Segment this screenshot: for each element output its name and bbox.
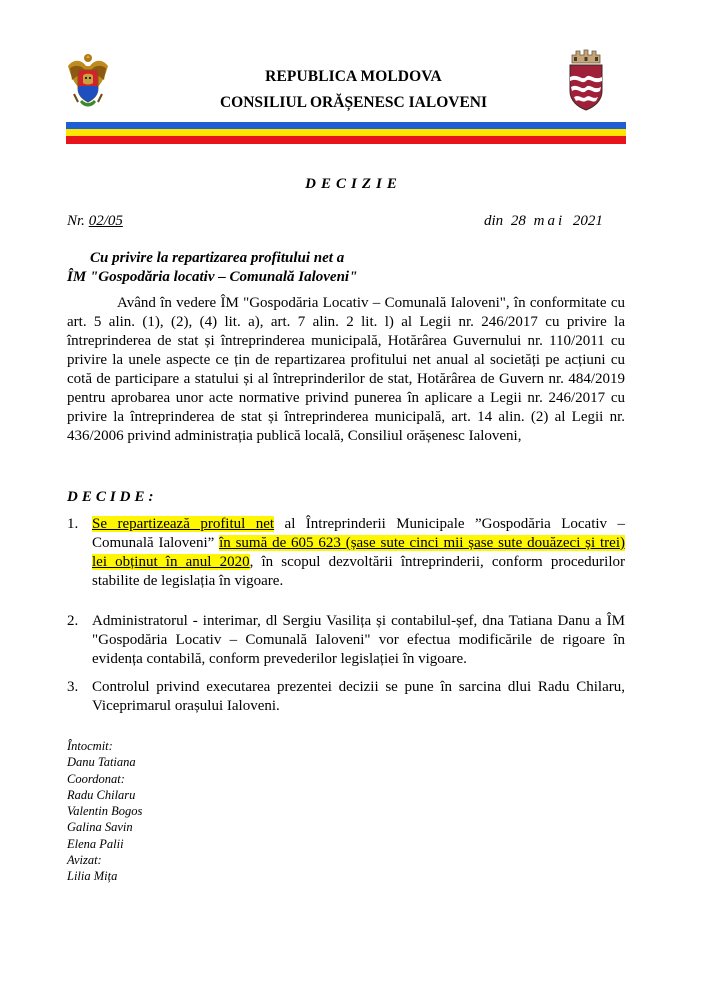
signature-line: Avizat:	[67, 853, 102, 868]
signature-line: Radu Chilaru	[67, 787, 136, 802]
signature-line: Elena Palii	[67, 836, 124, 851]
document-subject: Cu privire la repartizarea profitului net a ÎM "Gospodăria locativ – Comunală Ialoveni"	[67, 250, 358, 285]
flag-stripe-red	[66, 136, 626, 144]
signature-line: Lilia Mița	[67, 869, 118, 884]
decide-heading: DECIDE:	[67, 489, 158, 505]
header-council: CONSILIUL ORĂȘENESC IALOVENI	[219, 94, 488, 111]
highlighted-text: Se repartizează profitul net	[92, 516, 275, 532]
signatures-block	[67, 738, 142, 885]
decision-item-3: 3. Controlul privind executarea prezentei decizii se pune în sarcina dlui Radu Chilaru, Viceprimarul orașului Ialoveni.	[67, 679, 625, 714]
highlighted-amount: în sumă de 605 623 (șase sute cinci mii șase sute douăzeci și trei) lei obținut în anul 2020	[92, 535, 625, 570]
signature-line: Danu Tatiana	[67, 755, 136, 770]
signature-line: Întocmit:	[67, 739, 113, 753]
flag-stripe-yellow	[66, 129, 626, 136]
document-number: Nr. 02/05	[67, 213, 123, 229]
signature-line: Coordonat:	[67, 771, 125, 786]
document-date: din 28 mai 2021	[484, 213, 603, 229]
signature-line: Galina Savin	[67, 820, 133, 835]
decision-item-1: 1. Se repartizează profitul net al Întreprinderii Municipale ”Gospodăria Locativ – Comunală Ialoveni” în sumă de 605 623 (șase sute cinci mii șase sute douăzeci și trei) lei obținut în anul 2020, în scopul dezvoltării întreprinderii, conform procedurilor stabilite de legislația în vigoare.	[67, 516, 625, 589]
flag-stripe-blue	[66, 122, 626, 129]
decision-item-2: 2. Administratorul - interimar, dl Sergiu Vasilița și contabilul-șef, dna Tatiana Danu a ÎM "Gospodăria Locativ – Comunală Ialoveni" vor efectua modificările de rigoare în evidența contabilă, conform prevederilor legislației în vigoare.	[67, 613, 625, 667]
preamble-paragraph: Având în vedere ÎM "Gospodăria Locativ – Comunală Ialoveni", în conformitate cu art. 5 alin. (1), (2), (4) lit. a), art. 7 alin. 2 lit. l) al Legii nr. 246/2017 cu privire la întreprinderea de stat și întreprinderea municipală, Hotărârea Guvernului nr. 110/2011 cu privire la unele aspecte ce țin de repartizarea profitului net anual al societăți pe acțiuni cu cotă de participare a statului și al întreprinderilor de stat, Hotărârea de Guvern nr. 484/2019 pentru aprobarea unor acte normative privind punerea în aplicare a Legii nr. 246/2017 cu privire la întreprinderea de stat și întreprinderea municipală, art. 14 alin. (2) al Legii nr. 436/2006 privind administrația publică locală, Consiliul orășenesc Ialoveni,	[67, 295, 625, 444]
header-country: REPUBLICA MOLDOVA	[265, 68, 442, 85]
signature-line: Valentin Bogos	[67, 804, 143, 819]
document-title: DECIZIE	[305, 176, 402, 192]
